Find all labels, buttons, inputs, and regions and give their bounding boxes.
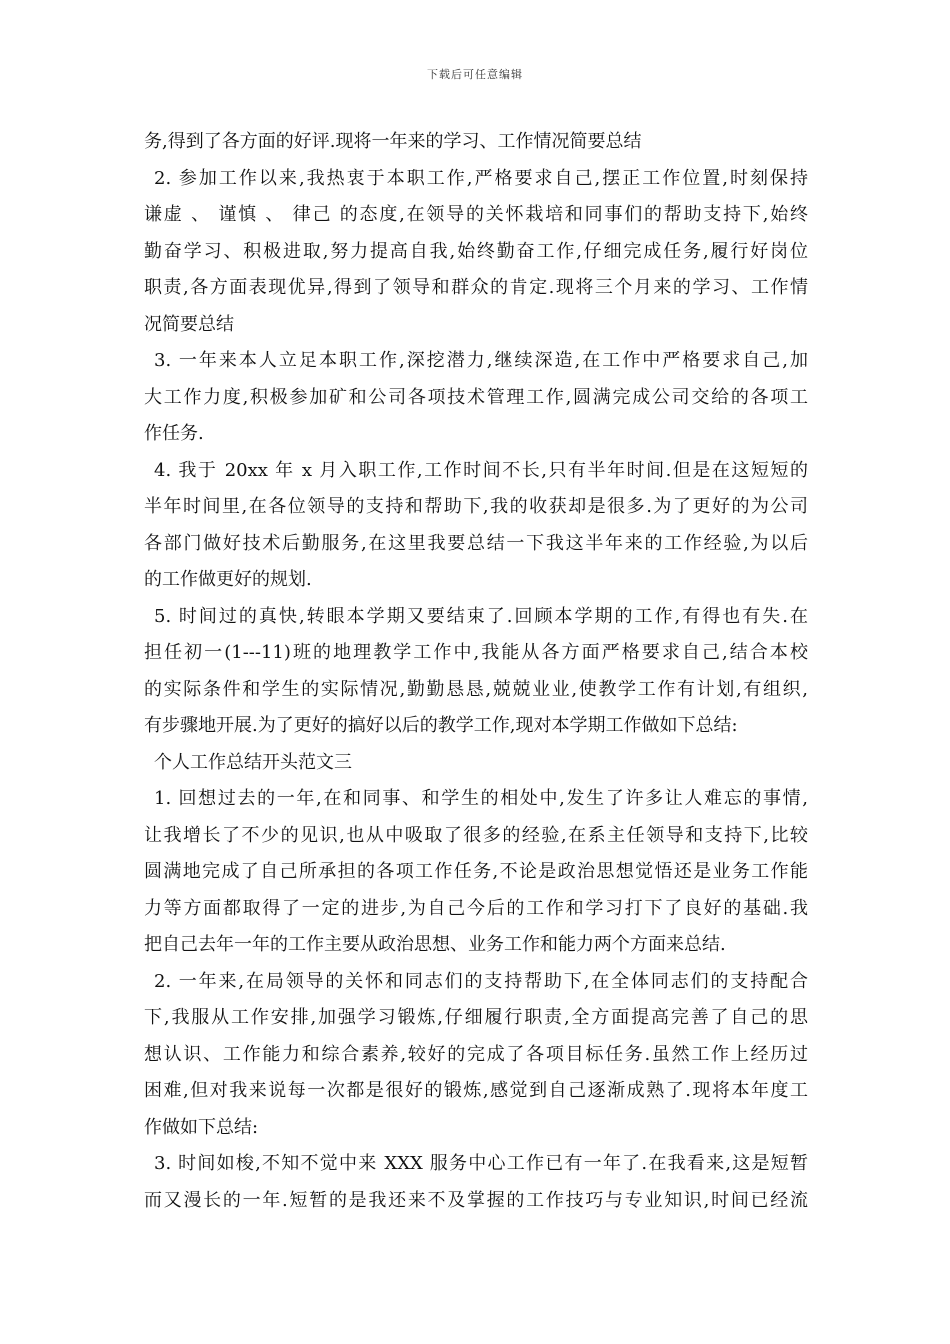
text-line: 把自己去年一年的工作主要从政治思想、业务工作和能力两个方面来总结.	[144, 934, 726, 955]
text-line: 让我增长了不少的见识,也从中吸取了很多的经验,在系主任领导和支持下,比较	[144, 824, 808, 846]
text-line: 3. 一年来本人立足本职工作,深挖潜力,继续深造,在工作中严格要求自己,加	[154, 350, 808, 371]
text-line: 4. 我于 20xx 年 x 月入职工作,工作时间不长,只有半年时间.但是在这短短的	[154, 459, 808, 481]
text-line: 2. 参加工作以来,我热衷于本职工作,严格要求自己,摆正工作位置,时刻保持	[154, 167, 808, 189]
text-line: 力等方面都取得了一定的进步,为自己今后的工作和学习打下了良好的基础.我	[144, 897, 808, 919]
text-line: 大工作力度,积极参加矿和公司各项技术管理工作,圆满完成公司交给的各项工	[144, 386, 808, 408]
text-line: 的实际条件和学生的实际情况,勤勤恳恳,兢兢业业,使教学工作有计划,有组织,	[144, 678, 808, 700]
text-line: 2. 一年来,在局领导的关怀和同志们的支持帮助下,在全体同志们的支持配合	[154, 970, 808, 992]
text-line: 想认识、工作能力和综合素养,较好的完成了各项目标任务.虽然工作上经历过	[144, 1043, 808, 1065]
text-line: 圆满地完成了自己所承担的各项工作任务,不论是政治思想觉悟还是业务工作能	[144, 861, 808, 882]
text-line: 3. 时间如梭,不知不觉中来 XXX 服务中心工作已有一年了.在我看来,这是短暂	[154, 1153, 808, 1174]
text-line: 作任务.	[144, 423, 204, 444]
text-line: 勤奋学习、积极进取,努力提高自我,始终勤奋工作,仔细完成任务,履行好岗位	[144, 240, 808, 262]
text-line: 困难,但对我来说每一次都是很好的锻炼,感觉到自己逐渐成熟了.现将本年度工	[144, 1080, 808, 1101]
text-line: 1. 回想过去的一年,在和同事、和学生的相处中,发生了许多让人难忘的事情,	[154, 788, 808, 809]
text-line: 谦虚 、 谨慎 、 律己 的态度,在领导的关怀栽培和同事们的帮助支持下,始终	[144, 204, 808, 225]
text-line: 况简要总结	[144, 313, 234, 335]
text-line: 务,得到了各方面的好评.现将一年来的学习、工作情况简要总结	[144, 131, 642, 152]
text-line: 下,我服从工作安排,加强学习锻炼,仔细履行职责,全方面提高完善了自己的思	[144, 1007, 808, 1028]
text-line: 职责,各方面表现优异,得到了领导和群众的肯定.现将三个月来的学习、工作情	[144, 277, 808, 298]
text-line: 半年时间里,在各位领导的支持和帮助下,我的收获却是很多.为了更好的为公司	[144, 496, 808, 517]
text-line: 担任初一(1---11)班的地理教学工作中,我能从各方面严格要求自己,结合本校	[144, 642, 808, 663]
page-header-note: 下载后可任意编辑	[427, 68, 523, 81]
text-line: 而又漫长的一年.短暂的是我还来不及掌握的工作技巧与专业知识,时间已经流	[144, 1189, 808, 1211]
document-body	[144, 124, 808, 1219]
text-line: 作做如下总结:	[144, 1116, 259, 1138]
text-line: 5. 时间过的真快,转眼本学期又要结束了.回顾本学期的工作,有得也有失.在	[154, 605, 808, 627]
text-line: 的工作做更好的规划.	[144, 569, 312, 590]
text-line: 有步骤地开展.为了更好的搞好以后的教学工作,现对本学期工作做如下总结:	[144, 715, 738, 736]
text-line: 个人工作总结开头范文三	[154, 751, 352, 773]
text-line: 各部门做好技术后勤服务,在这里我要总结一下我这半年来的工作经验,为以后	[144, 532, 808, 554]
